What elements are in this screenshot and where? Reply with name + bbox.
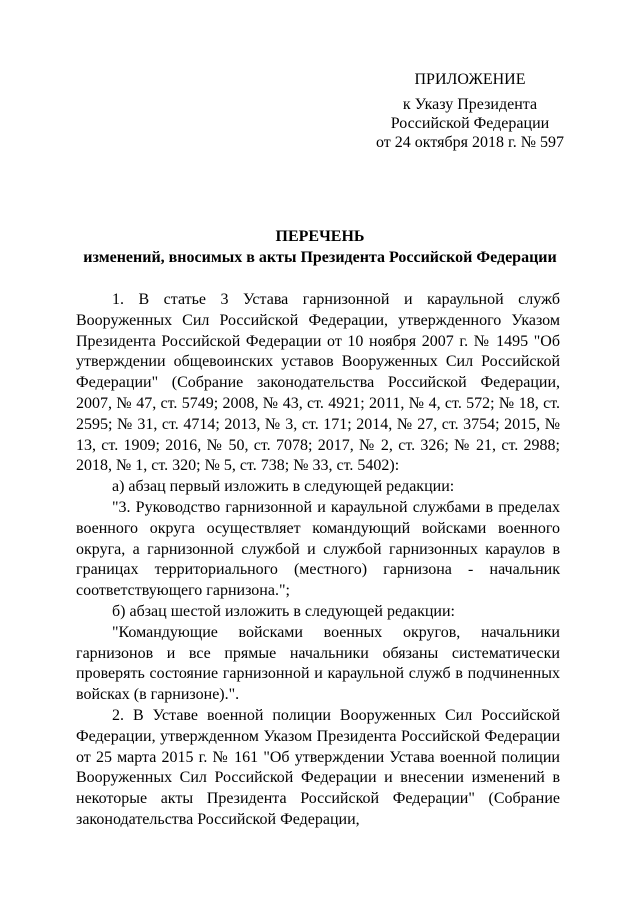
paragraph-2: 2. В Уставе военной полиции Вооруженных Сил Российской Федерации, утвержденном Указом Президента Российской Федерации от 25 марта 2015 г. № 161 "Об утверждении Устава военной полиции Вооруженных Сил Российской Федерации и внесении изменений в некоторые акты Президента Российской Федерации" (Собрание законодательства Российской Федерации, — [76, 706, 560, 828]
document-body — [76, 290, 560, 831]
annex-line-2: Российской Федерации — [390, 115, 550, 132]
annex-line-1: к Указу Президента — [402, 96, 538, 113]
paragraph-1a: а) абзац первый изложить в следующей редакции: — [112, 478, 455, 496]
paragraph-1b-text: "Командующие войсками военных округов, начальники гарнизонов и все прямые начальники обязаны систематически проверять состояние гарнизонной и караульной служб в подчиненных войсках (в гарнизоне).". — [76, 623, 560, 704]
annex-title: ПРИЛОЖЕНИЕ — [414, 71, 526, 88]
paragraph-1: 1. В статье 3 Устава гарнизонной и караульной служб Вооруженных Сил Российской Федерации, утвержденного Указом Президента Российской Федерации от 10 ноября 2007 г. № 1495 "Об утверждении общевоинских уставов Вооруженных Сил Российской Федерации" (Собрание законодательства Российской Федерации, 2007, № 47, ст. 5749; 2008, № 43, ст. 4921; 2011, № 4, ст. 572; № 18, ст. 2595; № 31, ст. 4714; 2013, № 3, ст. 171; 2014, № 27, ст. 3754; 2015, № 13, ст. 1909; 2016, № 50, ст. 7078; 2017, № 2, ст. 326; № 21, ст. 2988; 2018, № 1, ст. 320; № 5, ст. 738; № 33, ст. 5402): — [76, 291, 560, 475]
list-title: ПЕРЕЧЕНЬ — [275, 228, 365, 245]
paragraph-1b: б) абзац шестой изложить в следующей редакции: — [112, 602, 455, 620]
paragraph-1a-text: "3. Руководство гарнизонной и караульной службами в пределах военного округа осуществляет командующий войсками военного округа, а гарнизонной службой и службой гарнизонных караулов в границах территориального (местного) гарнизона - начальник соответствующего гарнизона."; — [76, 498, 560, 600]
annex-line-3: от 24 октября 2018 г. № 597 — [375, 134, 564, 151]
list-subtitle: изменений, вносимых в акты Президента Российской Федерации — [83, 249, 557, 266]
